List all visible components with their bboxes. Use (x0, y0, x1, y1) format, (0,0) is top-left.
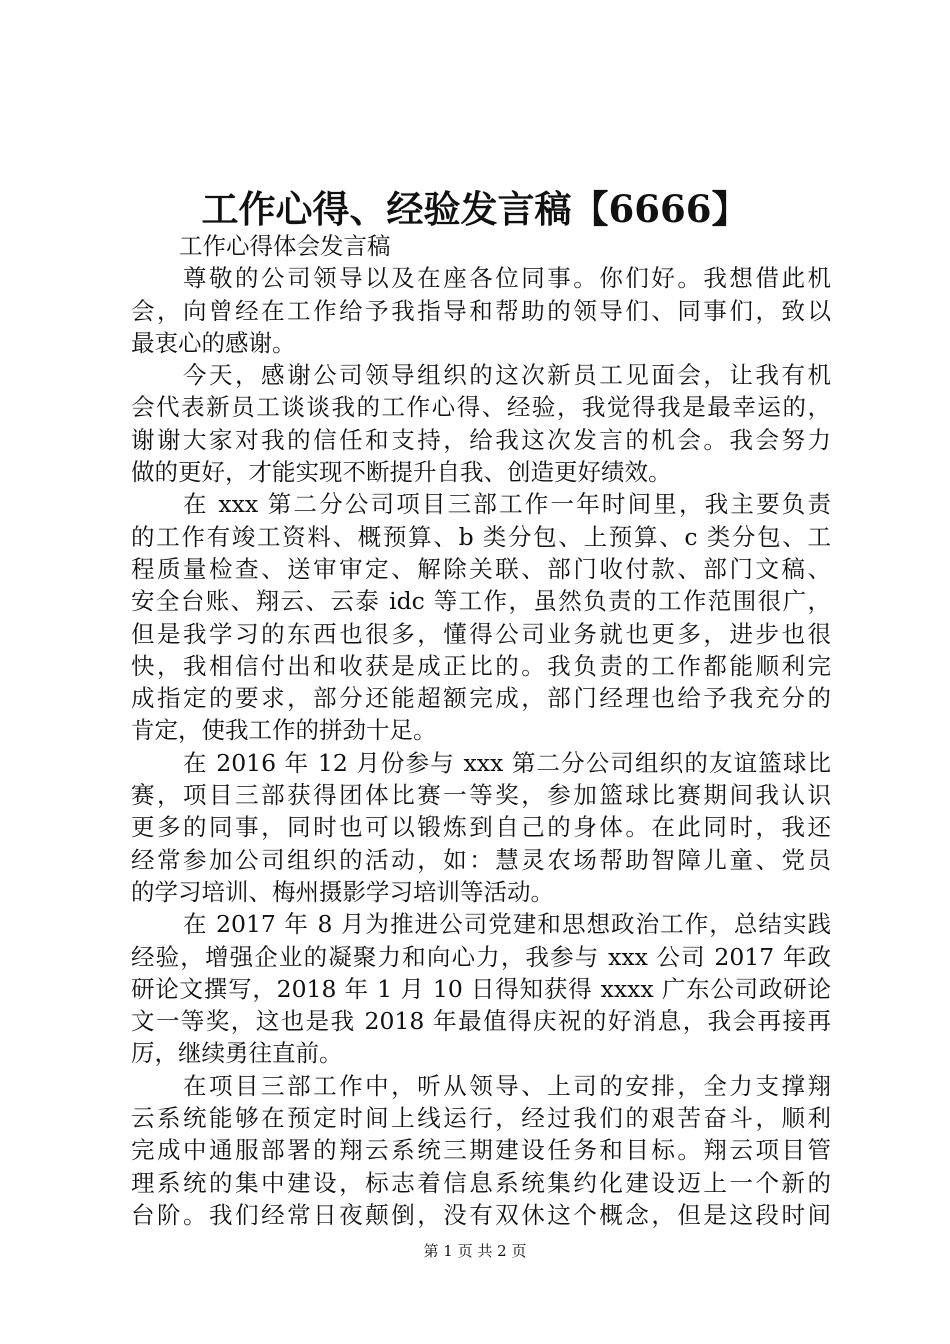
text-line: 会，向曾经在工作给予我指导和帮助的领导们、同事们，致以 (131, 296, 831, 325)
text-line: 理系统的集中建设，标志着信息系统集约化建设迈上一个新的 (131, 1168, 831, 1197)
text-line: 安全台账、翔云、云泰 idc 等工作，虽然负责的工作范围很广， (131, 587, 831, 616)
text-line: 在项目三部工作中，听从领导、上司的安排，全力支撑翔 (183, 1071, 831, 1100)
text-line: 做的更好，才能实现不断提升自我、创造更好绩效。 (131, 458, 672, 487)
text-line: 尊敬的公司领导以及在座各位同事。你们好。我想借此机 (183, 264, 831, 293)
text-line: 最衷心的感谢。 (131, 328, 296, 357)
text-line: 赛，项目三部获得团体比赛一等奖，参加篮球比赛期间我认识 (131, 781, 831, 810)
text-line: 在 xxx 第二分公司项目三部工作一年时间里，我主要负责 (183, 490, 831, 519)
text-line: 云系统能够在预定时间上线运行，经过我们的艰苦奋斗，顺利 (131, 1104, 831, 1133)
text-line: 的学习培训、梅州摄影学习培训等活动。 (131, 877, 554, 906)
text-line: 谢谢大家对我的信任和支持，给我这次发言的机会。我会努力 (131, 425, 831, 454)
text-line: 肯定，使我工作的拼劲十足。 (131, 716, 437, 745)
text-line: 快，我相信付出和收获是成正比的。我负责的工作都能顺利完 (131, 651, 831, 680)
text-line: 文一等奖，这也是我 2018 年最值得庆祝的好消息，我会再接再 (131, 1007, 831, 1036)
text-line: 更多的同事，同时也可以锻炼到自己的身体。在此同时，我还 (131, 813, 831, 842)
text-line: 程质量检查、送审审定、解除关联、部门收付款、部门文稿、 (131, 554, 831, 583)
text-line: 会代表新员工谈谈我的工作心得、经验，我觉得我是最幸运的， (131, 393, 831, 422)
text-line: 经验，增强企业的凝聚力和向心力，我参与 xxx 公司 2017 年政 (131, 942, 831, 971)
text-line: 今天，感谢公司领导组织的这次新员工见面会，让我有机 (183, 361, 831, 390)
document-body (131, 230, 831, 1231)
page-footer: 第 1 页 共 2 页 (423, 1242, 527, 1260)
text-line: 但是我学习的东西也很多，懂得公司业务就也更多，进步也很 (131, 619, 831, 648)
text-line: 经常参加公司组织的活动，如：慧灵农场帮助智障儿童、党员 (131, 845, 831, 874)
text-line: 完成中通服部署的翔云系统三期建设任务和目标。翔云项目管 (131, 1136, 831, 1165)
text-line: 成指定的要求，部分还能超额完成，部门经理也给予我充分的 (131, 684, 831, 713)
subtitle-line: 工作心得体会发言稿 (179, 232, 391, 260)
text-line: 在 2016 年 12 月份参与 xxx 第二分公司组织的友谊篮球比 (183, 748, 831, 777)
document-title: 工作心得、经验发言稿【6666】 (201, 187, 749, 231)
text-line: 厉，继续勇往直前。 (131, 1039, 343, 1068)
text-line: 的工作有竣工资料、概预算、b 类分包、上预算、c 类分包、工 (131, 522, 831, 551)
text-line: 研论文撰写，2018 年 1 月 10 日得知获得 xxxx 广东公司政研论 (131, 974, 831, 1003)
text-line: 在 2017 年 8 月为推进公司党建和思想政治工作，总结实践 (183, 910, 831, 939)
text-line: 台阶。我们经常日夜颠倒，没有双休这个概念，但是这段时间 (131, 1200, 831, 1229)
